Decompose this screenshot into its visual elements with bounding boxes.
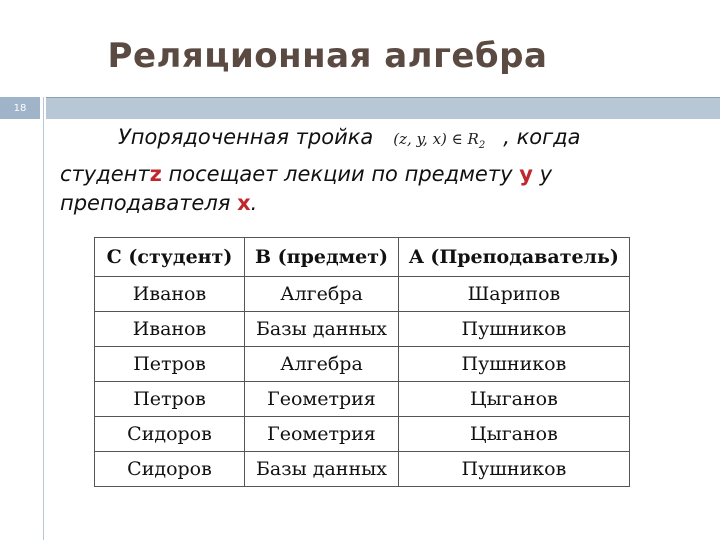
body-line-3 — [60, 189, 700, 218]
formula-main: (z, y, x) ∈ R — [393, 130, 479, 148]
table-cell: Сидоров — [95, 452, 245, 487]
column-header: A (Преподаватель) — [398, 238, 629, 277]
decorative-vertical-line — [43, 97, 44, 540]
text-student: студент — [60, 162, 150, 186]
table-cell: Пушников — [398, 312, 629, 347]
table-cell: Геометрия — [245, 417, 399, 452]
variable-y: y — [519, 162, 533, 186]
formula-subscript: 2 — [478, 140, 486, 151]
table-cell: Алгебра — [245, 347, 399, 382]
text-period: . — [250, 191, 258, 215]
table-cell: Цыганов — [398, 417, 629, 452]
body-text — [60, 123, 700, 218]
variable-x: x — [237, 191, 251, 215]
table-cell: Базы данных — [245, 312, 399, 347]
table-row — [95, 417, 630, 452]
table-cell: Геометрия — [245, 382, 399, 417]
table-cell: Иванов — [95, 312, 245, 347]
table-row — [95, 347, 630, 382]
table-cell: Петров — [95, 347, 245, 382]
table-cell: Сидоров — [95, 417, 245, 452]
text-teacher: преподавателя — [60, 191, 238, 215]
table-row — [95, 277, 630, 312]
table-cell: Базы данных — [245, 452, 399, 487]
table-cell: Петров — [95, 382, 245, 417]
relation-table — [94, 237, 630, 487]
body-line-1 — [60, 123, 700, 160]
table-cell: Пушников — [398, 452, 629, 487]
slide-number: 18 — [0, 97, 40, 119]
table-header-row — [95, 238, 630, 277]
slide-title: Реляционная алгебра — [107, 36, 548, 76]
header-band — [46, 97, 720, 119]
header-band-line — [46, 97, 720, 98]
body-line-2 — [60, 160, 700, 189]
table-cell: Пушников — [398, 347, 629, 382]
column-header: C (студент) — [95, 238, 245, 277]
variable-z: z — [149, 162, 162, 186]
table-cell: Шарипов — [398, 277, 629, 312]
column-header: B (предмет) — [245, 238, 399, 277]
table-row — [95, 382, 630, 417]
text-ordered-triple: Упорядоченная тройка — [118, 125, 374, 149]
table-row — [95, 312, 630, 347]
table-row — [95, 452, 630, 487]
text-at: у — [532, 162, 552, 186]
table-cell: Иванов — [95, 277, 245, 312]
text-when: , когда — [503, 125, 581, 149]
text-attends: посещает лекции по предмету — [161, 162, 520, 186]
formula — [373, 125, 503, 160]
table-cell: Цыганов — [398, 382, 629, 417]
table-cell: Алгебра — [245, 277, 399, 312]
